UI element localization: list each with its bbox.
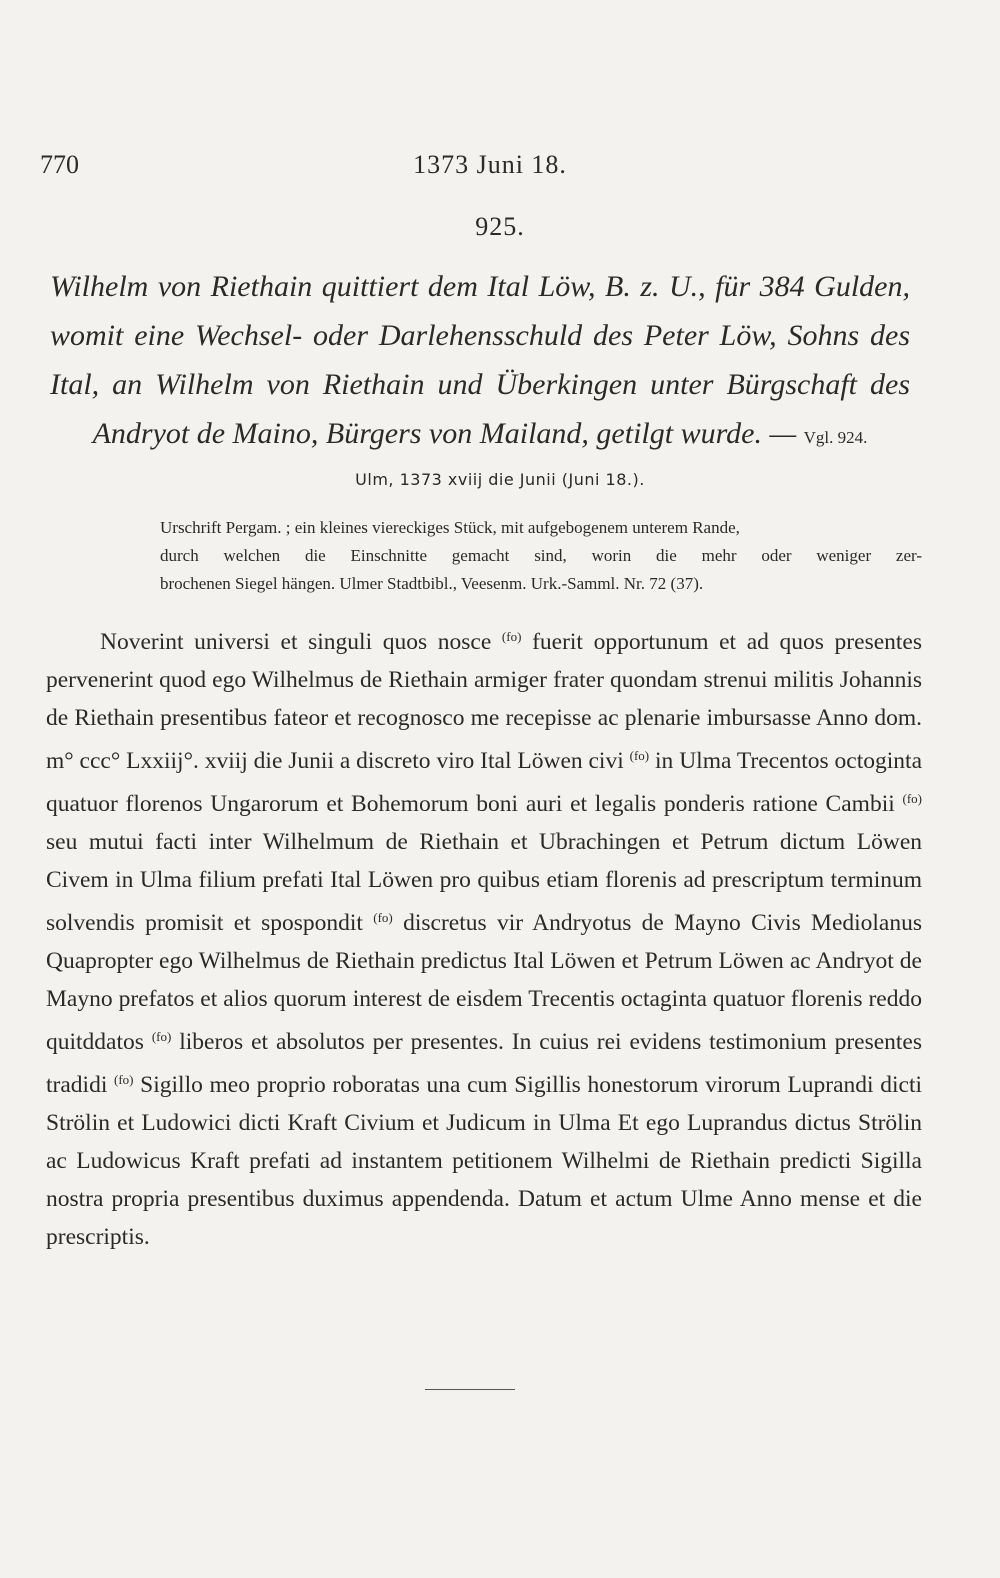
charter-text-segment: seu mutui facti inter Wilhelmum de Riethain et Ubrachingen et Petrum dictum Löwen Civem in Ulma filium prefati Ital Löwen pro quibus etiam florenis ad prescriptum terminum solvendis promisit et spospondit xyxy=(46,829,922,936)
document-number: 925. xyxy=(475,212,525,241)
charter-text-segment: discretus vir Andryotus de Mayno Civis Mediolanus Quapropter ego Wilhelmus de Riethain predictus Ital Löwen et Petrum Löwen ac Andryot de Mayno prefatos et alios quorum interest de eisdem Trecentis octaginta quatuor florenis reddo quitddatos xyxy=(46,910,923,1055)
source-note-line: durch welchen die Einschnitte gemacht sind, worin die mehr oder weniger zer- xyxy=(160,546,922,565)
place-date-line: Ulm, 1373 xviij die Junii (Juni 18.). xyxy=(355,470,645,489)
footnote-mark: (fo) xyxy=(151,1029,172,1044)
footnote-mark: (fo) xyxy=(373,910,393,925)
document-summary xyxy=(50,262,910,462)
footnote-mark: (fo) xyxy=(629,748,650,763)
source-note xyxy=(162,514,922,598)
footnote-mark: (fo) xyxy=(501,629,522,644)
source-note-line: brochenen Siegel hängen. Ulmer Stadtbibl., Veesenm. Urk.-Samml. Nr. 72 (37). xyxy=(160,574,704,593)
summary-text: Wilhelm von Riethain quittiert dem Ital Löw, B. z. U., für 384 Gulden, womit eine Wechsel- oder Darlehensschuld des Peter Löw, Sohns des Ital, an Wilhelm von Riethain und Überkingen unter Bürgschaft des Andryot de Maino, Bürgers von Mailand, getilgt wurde. — xyxy=(50,270,910,450)
footnote-mark: (fo) xyxy=(114,1072,134,1087)
charter-text-segment: Sigillo meo proprio roboratas una cum Sigillis honestorum virorum Luprandi dicti Strölin et Ludowici dicti Kraft Civium et Judicum in Ulma Et ego Luprandus dictus Strölin ac Ludowicus Kraft prefati ad instantem petitionem Wilhelmi de Riethain predicti Sigilla nostra propria presentibus duximus appendenda. Datum et actum Ulme Anno mense et die prescriptis. xyxy=(46,1072,923,1250)
running-head: 1373 Juni 18. xyxy=(413,150,567,179)
charter-text-segment: in Ulma Trecentos octoginta quatuor florenos Ungarorum et Bohemorum boni auri et legalis ponderis ratione Cambii xyxy=(46,748,923,817)
end-rule xyxy=(425,1389,515,1390)
footnote-mark: (fo) xyxy=(902,791,922,806)
charter-text-segment: fuerit opportunum et ad quos presentes pervenerint quod ego Wilhelmus de Riethain armiger frater quondam strenui militis Johannis de Riethain presentibus fateor et recognosco me recepisse ac plenarie imbursasse Anno dom. m° ccc° Lxxiij°. xviij die Junii a discreto viro Ital Löwen civi xyxy=(46,629,922,774)
source-note-line: Urschrift Pergam. ; ein kleines viereckiges Stück, mit aufgebogenem unterem Rande, xyxy=(160,518,740,537)
charter-text-segment: Noverint universi et singuli quos nosce xyxy=(100,629,492,655)
page-number: 770 xyxy=(40,150,79,179)
page-header xyxy=(40,150,940,190)
charter-text-segment: liberos et absolutos per presentes. In cuius rei evidens testimonium presentes tradidi xyxy=(46,1029,922,1098)
charter-text xyxy=(46,618,922,1256)
summary-reference: Vgl. 924. xyxy=(803,428,868,447)
